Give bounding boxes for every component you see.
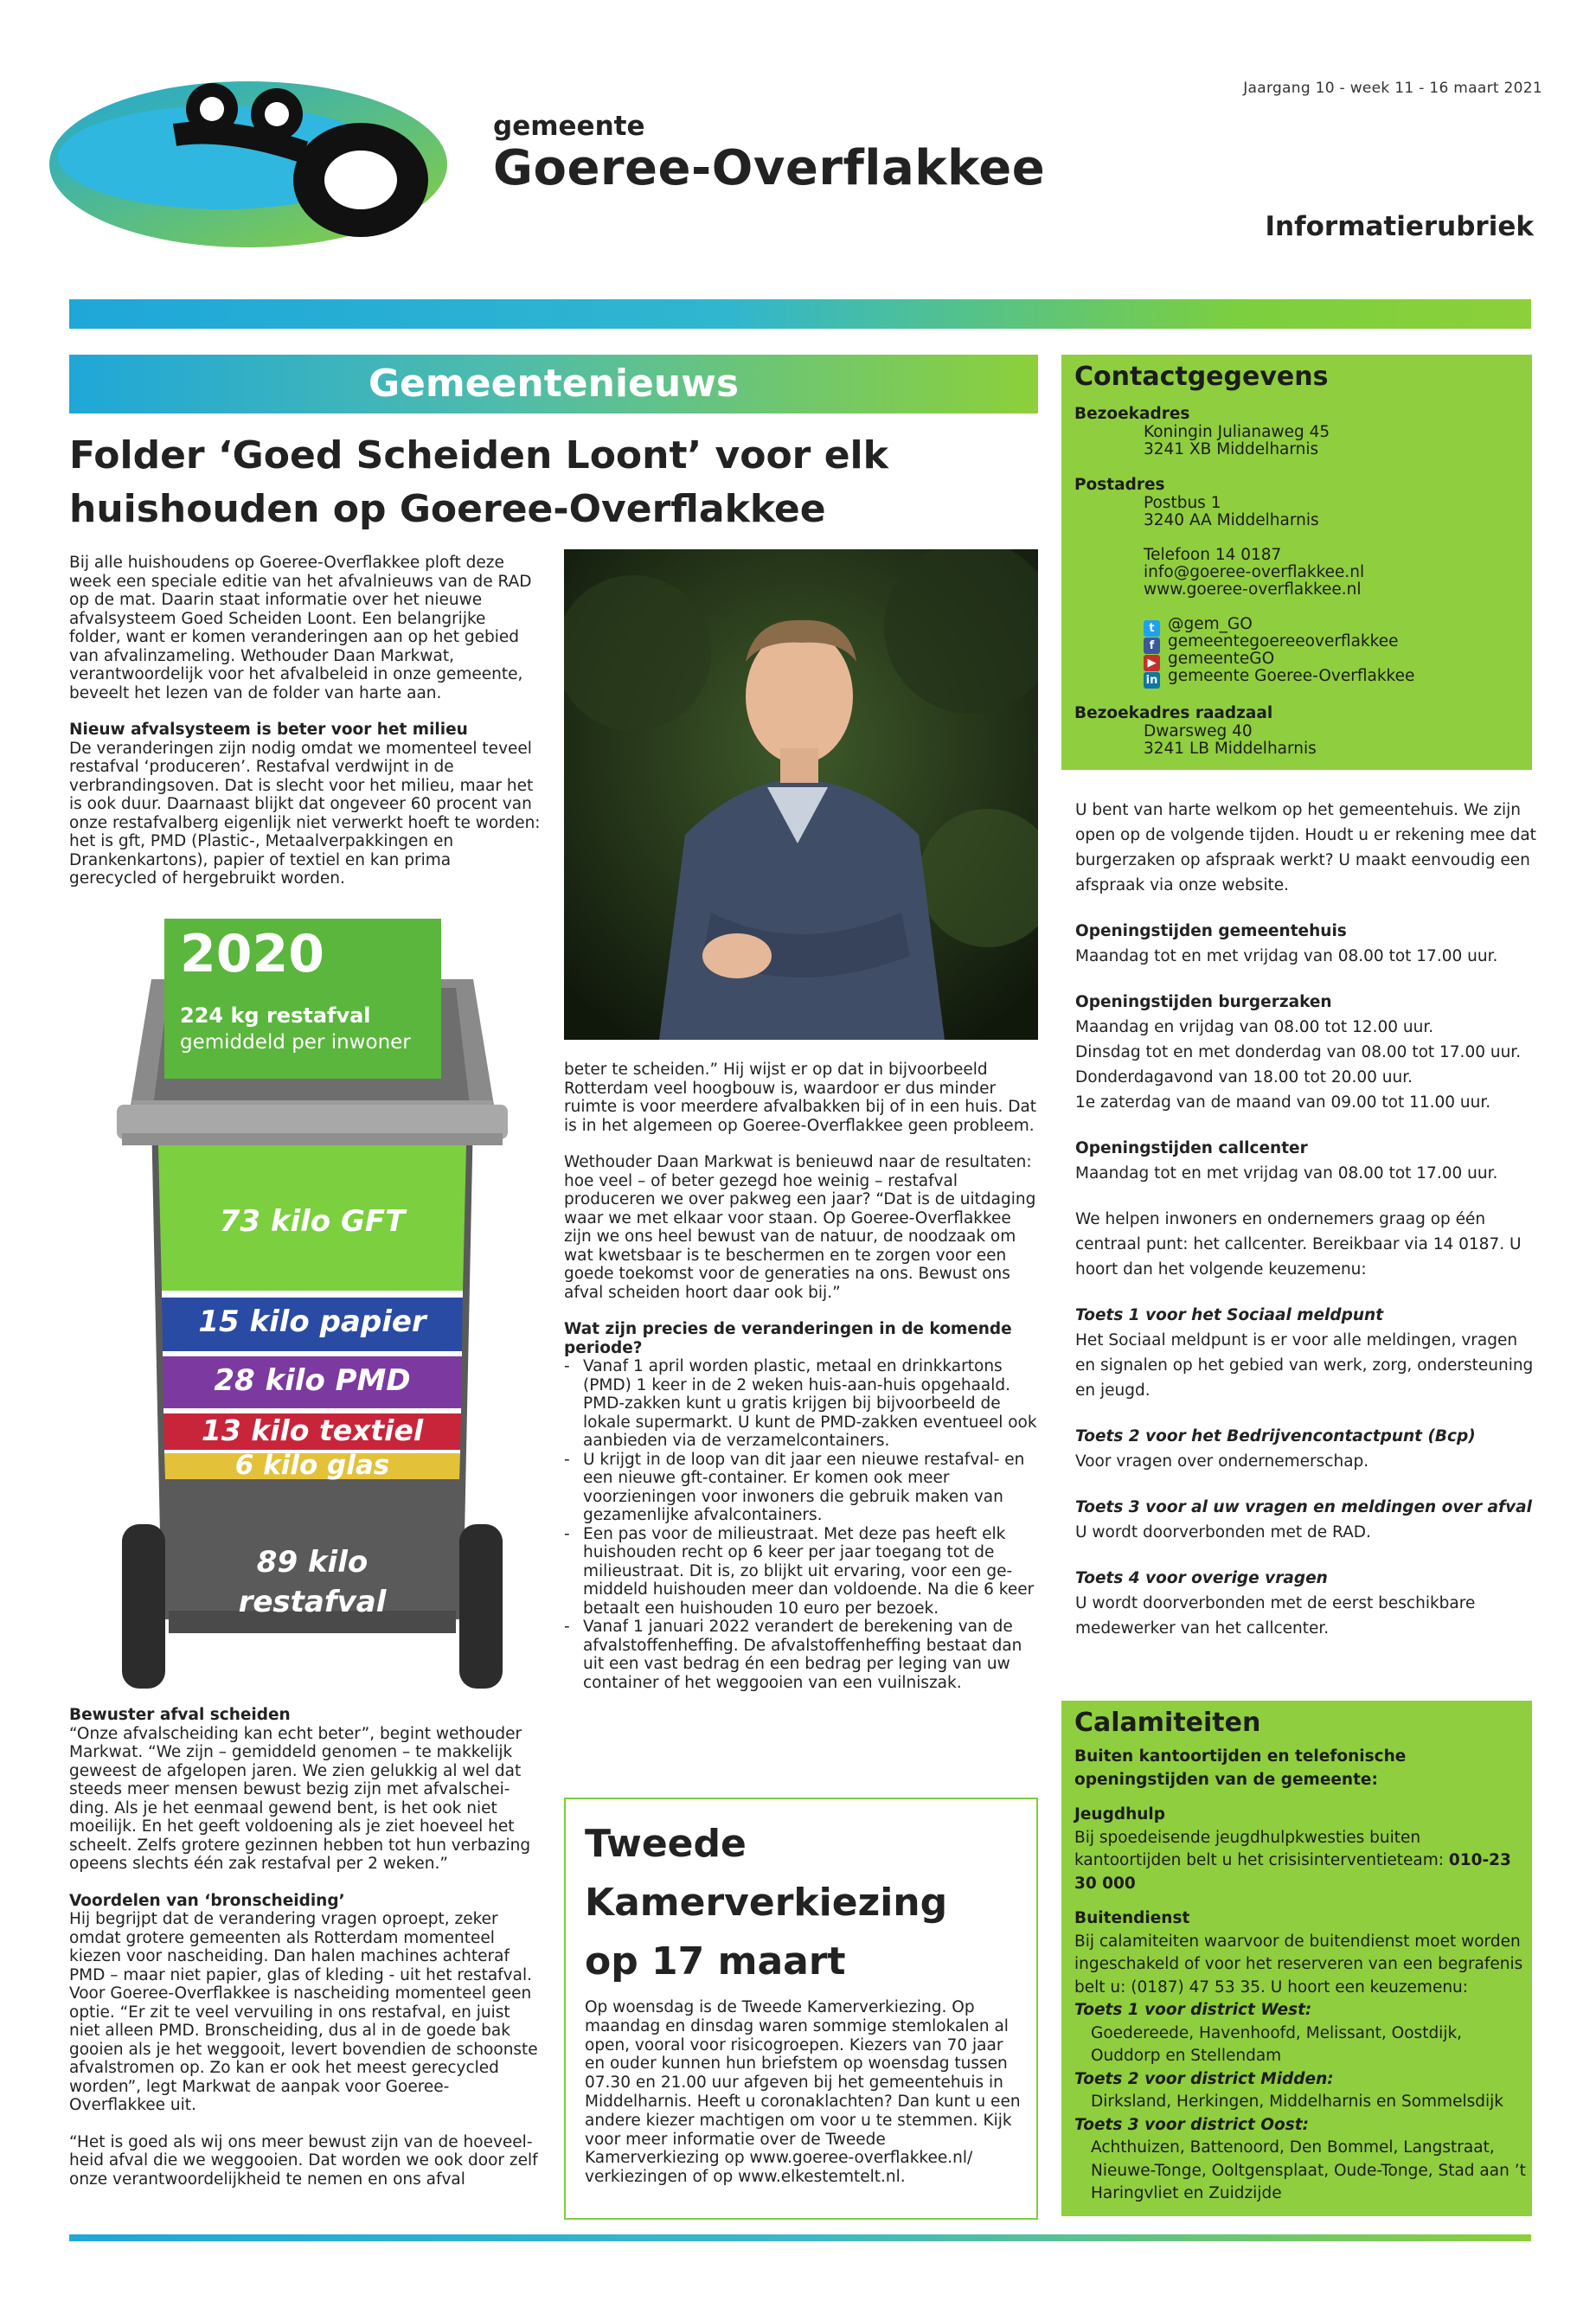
bin-label-papier: 15 kilo papier	[198, 1304, 426, 1339]
section-heading: Nieuw afvalsysteem is beter voor het milieu	[69, 721, 468, 739]
municipality-name: Goeree-Overflakkee	[493, 140, 1046, 196]
email-link[interactable]: info@goeree-overflakkee.nl	[1144, 563, 1365, 581]
menu-option-2	[1075, 1424, 1542, 1474]
list-item: - Vanaf 1 januari 2022 verandert de berekening van de afvalstoffenheffing. De afvalstoffenheffing bestaat dan uit een vast bedrag én een bedrag per leging van uw container of het weggooien van een vuilniszak.	[564, 1618, 1038, 1692]
post-address-line: Postbus 1	[1144, 494, 1221, 512]
emergency-title: Calamiteiten	[1074, 1708, 1261, 1738]
section-text: beter te scheiden.” Hij wijst er op dat in bijvoorbeeld Rotterdam veel hoogbouw is, waardoor er dus minder ruimte is voor meerdere afvalbakken bij of in een huis. Dat is in het algemeen op Goeree-Overflakkee geen probleem.	[564, 1061, 1037, 1135]
menu-option-text: U wordt doorverbonden met de RAD.	[1075, 1523, 1371, 1541]
opening-hours-info	[1075, 798, 1542, 1662]
section-heading: Wat zijn precies de veranderingen in de komende periode?	[564, 1320, 1012, 1357]
youth-care-text: Bij spoedeisende jeugdhulpkwesties buiten kantoortijden belt u het crisisinterventieteam:	[1074, 1828, 1444, 1869]
emergency-box	[1061, 1701, 1532, 2216]
linkedin-icon: in	[1144, 672, 1160, 689]
section-heading: Bewuster afval scheiden	[69, 1706, 291, 1724]
facebook-handle: gemeentegoereeoverflakkee	[1168, 632, 1399, 651]
bin-label-rest-1: 89 kilo	[256, 1545, 369, 1580]
post-address-label: Postadres	[1074, 476, 1165, 494]
article-headline: Folder ‘Goed Scheiden Loont’ voor elk huishouden op Goeree-Overflakkee	[69, 433, 888, 531]
article-intro: Bij alle huishoudens op Goeree-Overflakkee ploft deze week een speciale editie van het afvalnieuws van de RAD op de mat. Daarin staat informatie over het nieuwe afvalsysteem Goed Scheiden Loont. Een belangrijke folder, want er komen veranderingen aan op het gebied van afvalinzameling. Wethouder Daan Markwat, verantwoordelijk voor het afvalbeleid in onze gemeente, beveelt het lezen van de folder van harte aan.	[69, 554, 532, 702]
bin-stat-box	[164, 919, 441, 1079]
hours-text: Maandag tot en met vrijdag van 08.00 tot 17.00 uur.	[1075, 947, 1498, 965]
article-col-left-top	[69, 554, 542, 907]
hours-heading: Openingstijden callcenter	[1075, 1139, 1308, 1157]
list-item: - Vanaf 1 april worden plastic, metaal en drinkkartons (PMD) 1 keer in de 2 weken huis-aan-huis opgehaald. PMD-zakken kunt u gratis krijgen bij bijvoorbeeld de lokale supermarkt. U kunt de PMD-zakken eventueel ook aanbieden via de verzamelcontainers.	[564, 1357, 1038, 1451]
callcenter-intro: We helpen inwoners en ondernemers graag op één centraal punt: het callcenter. Bereikbaar via 14 0187. U hoort dan het volgende keuzemenu:	[1075, 1210, 1522, 1279]
menu-option-text: U wordt doorverbonden met de eerst beschikbare medewerker van het callcenter.	[1075, 1594, 1476, 1638]
election-title-line: Kamerverkiezing	[585, 1881, 948, 1925]
municipality-prefix: gemeente	[493, 111, 645, 142]
election-box	[564, 1798, 1038, 2220]
youtube-icon: ▶	[1144, 655, 1160, 671]
hours-text: Donderdagavond van 18.00 tot 20.00 uur.	[1075, 1068, 1413, 1086]
youtube-handle: gemeenteGO	[1168, 650, 1275, 668]
website-link[interactable]: www.goeree-overflakkee.nl	[1144, 580, 1362, 599]
menu-option-3	[1075, 1495, 1542, 1545]
linkedin-link[interactable]	[1144, 668, 1414, 689]
hours-heading: Openingstijden burgerzaken	[1075, 993, 1332, 1011]
hours-gemeentehuis	[1075, 919, 1542, 969]
district-heading: Toets 2 voor district Midden:	[1074, 2069, 1334, 2088]
election-title	[585, 1815, 1017, 1991]
facebook-icon: f	[1144, 638, 1160, 654]
hours-burgerzaken	[1075, 990, 1542, 1115]
photo-alderman	[564, 549, 1038, 1040]
election-title-line: Tweede	[585, 1822, 747, 1866]
field-service-text: Bij calamiteiten waarvoor de buitendienst moet worden ingeschakeld of voor het reserveren van een begrafenis belt u: (0187) 47 53 35. U hoort een keuzemenu:	[1074, 1932, 1523, 1997]
section-text: Wethouder Daan Markwat is benieuwd naar de resultaten: hoe veel – of beter gezegd hoe weinig – restafval produceren we over pakweg een jaar? “Dat is de uitdaging waar we met elkaar voor staan. Op Goeree-Overflakkee zijn we ons heel bewust van de natuur, de noodzaak om wat kwetsbaar is te beschermen en te zorgen voor een goede toekomst voor de generaties na ons. Bewust ons afval scheiden hoort daar ook bij.”	[564, 1153, 1036, 1302]
menu-option-4	[1075, 1566, 1542, 1641]
youth-care-heading: Jeugdhulp	[1074, 1805, 1166, 1823]
article-col-left-bottom	[69, 1706, 542, 2207]
council-address-line: 3241 LB Middelharnis	[1144, 740, 1317, 758]
bin-label-textiel: 13 kilo textiel	[201, 1413, 424, 1447]
youth-care-number: 010-23 30 000	[1074, 1851, 1511, 1893]
council-address-label: Bezoekadres raadzaal	[1074, 704, 1273, 722]
bin-total: 224 kg restafval	[180, 1003, 371, 1028]
list-item: - Een pas voor de milieustraat. Met deze pas heeft elk huishouden recht op 6 keer per jaar toegang tot de milieustraat. Dit is, zo blijkt uit ervaring, voor een ge-middeld huishouden meer dan voldoende. Na die 6 keer betaalt een huishouden 10 euro per bezoek.	[564, 1525, 1038, 1618]
logo-icon	[45, 74, 452, 254]
visit-address-line: Koningin Julianaweg 45	[1144, 423, 1330, 441]
hours-text: Dinsdag tot en met donderdag van 08.00 tot 17.00 uur.	[1075, 1043, 1522, 1061]
district-text: Achthuizen, Battenoord, Den Bommel, Langstraat, Nieuwe-Tonge, Ooltgensplaat, Oude-Tonge, Stad aan ’t Haringvliet en Zuidzijde	[1091, 2138, 1526, 2202]
emergency-body	[1074, 1746, 1529, 2206]
waste-bin-graphic	[117, 919, 508, 1706]
district-text: Goedereede, Havenhoofd, Melissant, Oostdijk, Ouddorp en Stellendam	[1091, 2023, 1463, 2065]
top-gradient-bar	[69, 299, 1531, 329]
section-text: Hij begrijpt dat de verandering vragen oproept, zeker omdat grotere gemeenten als Rotterdam momenteel kiezen voor nascheiding. Dan halen machines achteraf PMD – maar niet papier, glas of kleding - uit het restafval. Voor Goeree-Overflakkee is nascheiding momenteel geen optie. “Er zit te veel vervuiling in ons restafval, en juist niet alleen PMD. Bronscheiding, dus al in de goede bak gooien als je het weggooit, levert bovendien de schoonste afvalstromen op. Zo kan er ook het meest gerecycled worden”, legt Markwat de aanpak voor Goeree-Overflakkee uit.	[69, 1910, 538, 2114]
bin-label-glas: 6 kilo glas	[234, 1450, 390, 1481]
post-address-line: 3240 AA Middelharnis	[1144, 511, 1319, 529]
menu-option-heading: Toets 2 voor het Bedrijvencontactpunt (Bcp)	[1075, 1427, 1476, 1445]
contact-box	[1061, 355, 1532, 770]
phone: Telefoon 14 0187	[1144, 546, 1282, 564]
hours-text: Maandag tot en met vrijdag van 08.00 tot 17.00 uur.	[1075, 1164, 1498, 1183]
welcome-text: U bent van harte welkom op het gemeentehuis. We zijn open op de volgende tijden. Houdt u er rekening mee dat burgerzaken op afspraak werkt? U maakt eenvoudig een afspraak via onze website.	[1075, 801, 1536, 894]
district-text: Dirksland, Herkingen, Middelharnis en Sommelsdijk	[1091, 2093, 1503, 2111]
menu-option-heading: Toets 4 voor overige vragen	[1075, 1569, 1328, 1587]
section-text: “Het is goed als wij ons meer bewust zijn van de hoeveel-heid afval die we weggooien. Dat worden we ook door zelf onze verantwoordelijkheid te nemen en ons afval	[69, 2132, 538, 2189]
council-address-line: Dwarsweg 40	[1144, 722, 1253, 740]
menu-option-1	[1075, 1303, 1542, 1403]
linkedin-handle: gemeente Goeree-Overflakkee	[1168, 667, 1415, 685]
section-title: Informatierubriek	[1265, 211, 1534, 242]
visit-address-label: Bezoekadres	[1074, 405, 1190, 423]
bin-label-rest-2: restafval	[238, 1585, 387, 1619]
logo	[45, 74, 452, 254]
menu-option-heading: Toets 1 voor het Sociaal meldpunt	[1075, 1306, 1384, 1324]
bin-per-inhabitant: gemiddeld per inwoner	[180, 1031, 411, 1054]
twitter-icon: t	[1144, 620, 1160, 637]
menu-option-heading: Toets 3 voor al uw vragen en meldingen over afval	[1075, 1498, 1532, 1516]
menu-option-text: Het Sociaal meldpunt is er voor alle meldingen, vragen en signalen op het gebied van werk, zorg, ondersteuning en jeugd.	[1075, 1331, 1534, 1400]
news-banner: Gemeentenieuws	[69, 355, 1038, 413]
district-heading: Toets 3 voor district Oost:	[1074, 2115, 1309, 2134]
visit-address-line: 3241 XB Middelharnis	[1144, 440, 1319, 458]
issue-info: Jaargang 10 - week 11 - 16 maart 2021	[1243, 80, 1542, 97]
hours-heading: Openingstijden gemeentehuis	[1075, 922, 1347, 940]
twitter-handle: @gem_GO	[1168, 615, 1253, 633]
hours-text: 1e zaterdag van de maand van 09.00 tot 11.00 uur.	[1075, 1093, 1491, 1112]
emergency-subtitle: Buiten kantoortijden en telefonische openingstijden van de gemeente:	[1074, 1747, 1407, 1789]
section-text: “Onze afvalscheiding kan echt beter”, begint wethouder Markwat. “We zijn – gemiddeld genomen – te makkelijk geweest de afgelopen jaren. We zien gelukkig al wel dat steeds meer mensen bewust bezig zijn met afvalschei-ding. Als je het eenmaal gewend bent, is het ook niet moeilijk. En het geeft voldoening als je ziet hoeveel het scheelt. Zelfs grotere gezinnen hebben tot hun verbazing opeens slechts één zak restafval per 2 weken.”	[69, 1724, 531, 1873]
hours-callcenter	[1075, 1136, 1542, 1186]
field-service-heading: Buitendienst	[1074, 1909, 1190, 1927]
list-item: - U krijgt in de loop van dit jaar een nieuwe restafval- en een nieuwe gft-container. Er komen ook meer voorzieningen voor inwoners die gebruik maken van gezamenlijke afvalcontainers.	[564, 1451, 1038, 1525]
article-col-middle	[564, 1061, 1038, 1692]
election-body: Op woensdag is de Tweede Kamerverkiezing. Op maandag en dinsdag waren sommige stemlokalen al open, vooral voor risicogroepen. Kiezers van 70 jaar en ouder kunnen hun briefstem op woensdag tussen 07.30 en 21.00 uur afgeven bij het gemeentehuis in Middelharnis. Heeft u coronaklachten? Dan kunt u een andere kiezer machtigen om voor u te stemmen. Kijk voor meer informatie over de Tweede Kamerverkiezing op www.goeree-overflakkee.nl/ verkiezingen of op www.elkestemtelt.nl.	[585, 1998, 1021, 2187]
contact-title: Contactgegevens	[1074, 362, 1329, 392]
bin-label-pmd: 28 kilo PMD	[214, 1363, 411, 1398]
bin-year: 2020	[180, 924, 324, 984]
bottom-gradient-bar	[69, 2234, 1531, 2241]
bin-label-gft: 73 kilo GFT	[219, 1204, 406, 1239]
district-heading: Toets 1 voor district West:	[1074, 2001, 1312, 2019]
section-heading: Voordelen van ‘bronscheiding’	[69, 1891, 345, 1910]
changes-list	[564, 1357, 1038, 1692]
hours-text: Maandag en vrijdag van 08.00 tot 12.00 uur.	[1075, 1018, 1434, 1036]
election-title-line: op 17 maart	[585, 1939, 846, 1984]
menu-option-text: Voor vragen over ondernemerschap.	[1075, 1452, 1369, 1471]
section-text: De veranderingen zijn nodig omdat we momenteel teveel restafval ‘produceren’. Restafval verdwijnt in de verbrandingsoven. Dat is slecht voor het milieu, maar het is ook duur. Daarnaast blijkt dat ongeveer 60 procent van onze restafvalberg eigenlijk niet verwerkt hoeft te worden: het is gft, PMD (Plastic-, Metaalverpakkingen en Drankenkartons), papier of textiel en kan prima gerecycled of hergebruikt worden.	[69, 739, 541, 888]
